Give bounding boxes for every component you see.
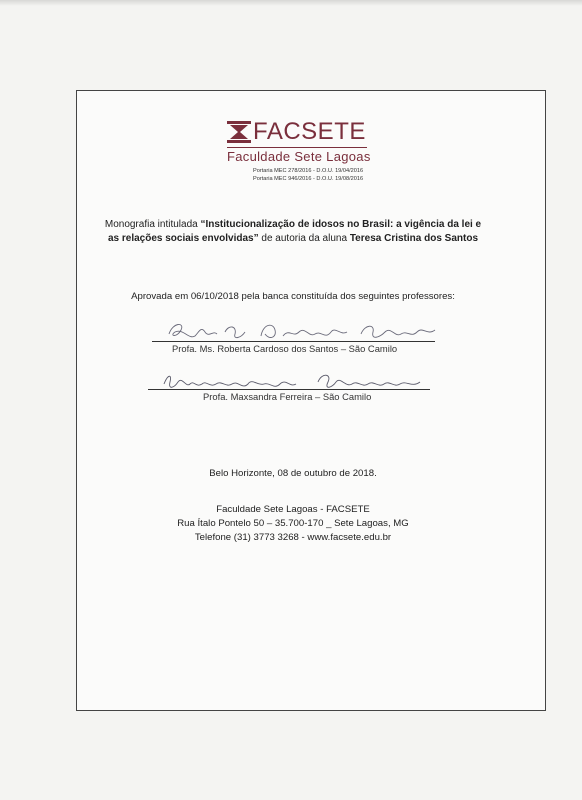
intro-text: Monografia intitulada <box>104 219 201 230</box>
city-date: Belo Horizonte, 08 de outubro de 2018. <box>209 468 377 479</box>
footer-institution: Faculdade Sete Lagoas - FACSETE <box>216 504 370 515</box>
signature-line-1 <box>152 341 435 342</box>
logo-portaria-2: Portaria MEC 946/2016 - D.O.U. 19/08/2016 <box>253 176 364 182</box>
facsete-logo <box>225 117 369 189</box>
signatory-2: Profa. Maxsandra Ferreira – São Camilo <box>203 391 372 402</box>
signature-line-2 <box>148 389 430 390</box>
institution-footer <box>103 503 483 545</box>
scan-edge <box>0 0 582 6</box>
facsete-mark-icon <box>227 121 251 143</box>
signatory-1: Profa. Ms. Roberta Cardoso dos Santos – São Camilo <box>172 343 398 354</box>
logo-divider <box>227 147 367 148</box>
monograph-title: “Institucionalização de idosos no Brasil: a vigência da lei e as relações sociais envolvidas” <box>107 219 482 244</box>
authorship-text: de autoria da aluna <box>258 233 350 244</box>
approval-text: Aprovada em 06/10/2018 pela banca constituída dos seguintes professores: <box>131 291 455 302</box>
monograph-statement <box>103 218 483 246</box>
author-name: Teresa Cristina dos Santos <box>349 233 479 244</box>
logo-subtitle: Faculdade Sete Lagoas <box>227 149 371 164</box>
footer-contact: Telefone (31) 3773 3268 - www.facsete.edu.br <box>194 532 392 543</box>
logo-portaria-1: Portaria MEC 278/2016 - D.O.U. 19/04/2016 <box>253 168 364 174</box>
footer-address: Rua Ítalo Pontelo 50 – 35.700-170 _ Sete Lagoas, MG <box>177 518 409 529</box>
logo-name: FACSETE <box>253 118 366 145</box>
